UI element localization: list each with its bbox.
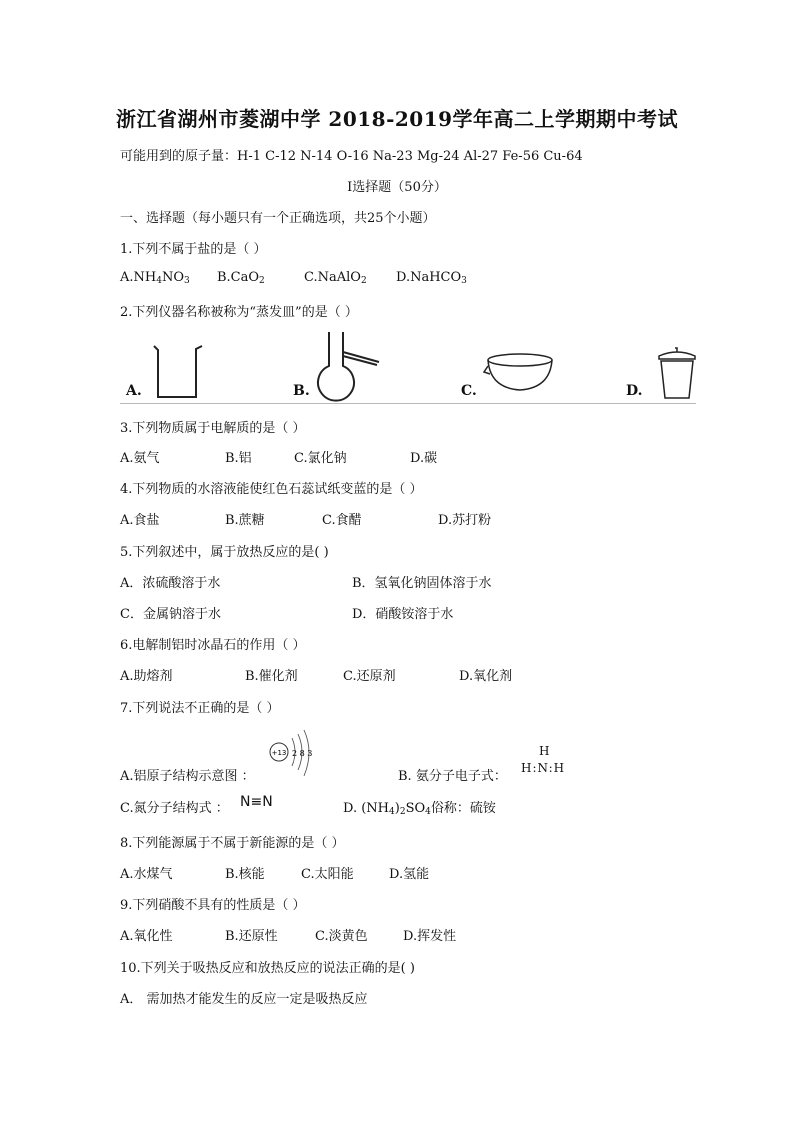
question-1-option-c: C.NaAlO$_2$ bbox=[304, 270, 367, 286]
atomic-masses: 可能用到的原子量：H-1 C-12 N-14 O-16 Na-23 Mg-24 Al-27 Fe-56 Cu-64 bbox=[120, 149, 583, 164]
question-2-stem: 2.下列仪器名称被称为“蒸发皿”的是（ ） bbox=[120, 305, 358, 320]
question-7-stem: 7.下列说法不正确的是（ ） bbox=[120, 701, 280, 716]
question-8-option-b: B.核能 bbox=[225, 867, 265, 882]
ammonia-top-h: H bbox=[539, 744, 550, 758]
page-title: 浙江省湖州市菱湖中学 2018-2019学年高二上学期期中考试 bbox=[115, 107, 679, 131]
question-4-option-b: B.蔗糖 bbox=[225, 513, 265, 528]
question-5-option-a: A．浓硫酸溶于水 bbox=[120, 576, 221, 591]
question-10-stem: 10.下列关于吸热反应和放热反应的说法正确的是( ) bbox=[120, 961, 415, 976]
question-6-stem: 6.电解制铝时冰晶石的作用（ ） bbox=[120, 638, 306, 653]
question-4-option-c: C.食醋 bbox=[322, 513, 362, 528]
question-3-option-a: A.氨气 bbox=[120, 451, 160, 466]
question-1-option-b: B.CaO$_2$ bbox=[217, 270, 265, 286]
question-6-option-d: D.氧化剂 bbox=[459, 669, 513, 684]
beaker-icon bbox=[150, 343, 210, 401]
question-9-option-a: A.氧化性 bbox=[120, 929, 173, 944]
shell-electrons-label: 2 8 3 bbox=[292, 749, 313, 758]
divider bbox=[120, 403, 696, 404]
option-a-label: A. bbox=[126, 383, 142, 399]
question-1-stem: 1.下列不属于盐的是（ ） bbox=[120, 242, 267, 257]
question-5-option-d: D．硝酸铵溶于水 bbox=[352, 607, 454, 622]
ammonia-electron-formula: H:N:H bbox=[521, 761, 566, 775]
question-1-option-d: D.NaHCO$_3$ bbox=[396, 270, 467, 286]
question-7-option-d: D. $(NH_4)_2SO_4$俗称：硫铵 bbox=[343, 801, 496, 817]
option-c-label: C. bbox=[461, 383, 477, 399]
question-7-option-b: B. 氨分子电子式： bbox=[398, 769, 507, 784]
part-heading: 一、选择题（每小题只有一个正确选项，共25个小题） bbox=[120, 211, 436, 226]
question-8-option-d: D.氢能 bbox=[389, 867, 430, 882]
question-9-option-b: B.还原性 bbox=[225, 929, 278, 944]
aluminum-atom-diagram bbox=[268, 730, 324, 780]
question-6-option-c: C.还原剂 bbox=[343, 669, 396, 684]
question-7-option-a: A.铝原子结构示意图 ： bbox=[120, 769, 255, 784]
question-9-option-c: C.淡黄色 bbox=[315, 929, 368, 944]
question-8-option-a: A.水煤气 bbox=[120, 867, 173, 882]
section-heading: Ⅰ选择题（50分） bbox=[347, 180, 447, 195]
crucible-icon bbox=[655, 346, 699, 402]
question-4-stem: 4.下列物质的水溶液能使红色石蕊试纸变蓝的是（ ） bbox=[120, 482, 423, 497]
question-6-option-b: B.催化剂 bbox=[245, 669, 298, 684]
question-5-option-b: B．氢氧化钠固体溶于水 bbox=[352, 576, 492, 591]
question-3-option-b: B.铝 bbox=[225, 451, 252, 466]
distilling-flask-icon bbox=[315, 330, 385, 402]
question-10-option-a: A． 需加热才能发生的反应一定是吸热反应 bbox=[120, 992, 368, 1007]
nitrogen-structural-formula: N≡N bbox=[240, 794, 273, 810]
question-8-option-c: C.太阳能 bbox=[301, 867, 354, 882]
question-5-stem: 5.下列叙述中，属于放热反应的是( ) bbox=[120, 545, 329, 560]
question-4-option-a: A.食盐 bbox=[120, 513, 160, 528]
question-3-option-c: C.氯化钠 bbox=[294, 451, 347, 466]
nucleus-label: +13 bbox=[271, 749, 287, 757]
question-9-option-d: D.挥发性 bbox=[403, 929, 457, 944]
question-1-option-a: $A.NH_4NO_3$ bbox=[120, 270, 190, 286]
question-6-option-a: A.助熔剂 bbox=[120, 669, 173, 684]
question-7-option-c: C.氮分子结构式 ： bbox=[120, 801, 229, 816]
question-3-option-d: D.碳 bbox=[410, 451, 438, 466]
evaporating-dish-icon bbox=[486, 352, 558, 394]
option-b-label: B. bbox=[293, 383, 310, 399]
question-4-option-d: D.苏打粉 bbox=[438, 513, 492, 528]
question-3-stem: 3.下列物质属于电解质的是（ ） bbox=[120, 421, 306, 436]
question-8-stem: 8.下列能源属于不属于新能源的是（ ） bbox=[120, 836, 345, 851]
question-5-option-c: C．金属钠溶于水 bbox=[120, 607, 221, 622]
option-d-label: D. bbox=[626, 383, 643, 399]
question-9-stem: 9.下列硝酸不具有的性质是（ ） bbox=[120, 898, 306, 913]
